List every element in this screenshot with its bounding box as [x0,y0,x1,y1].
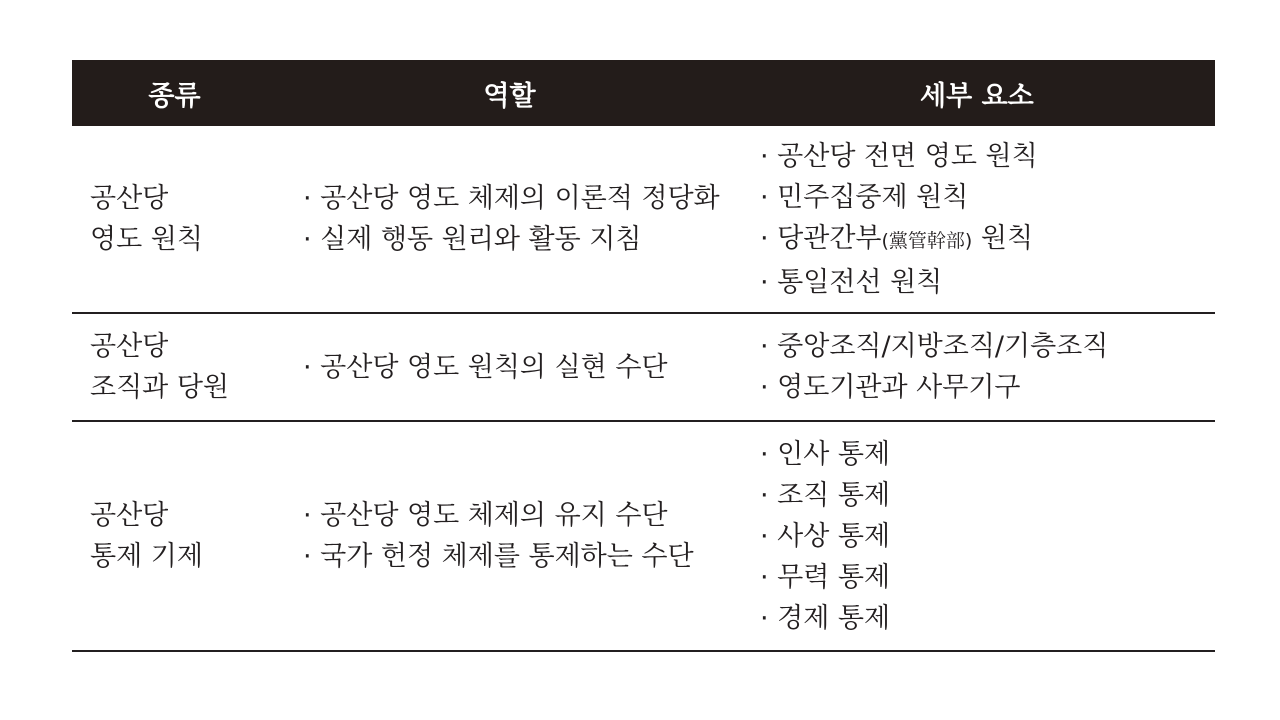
detail-line: · 인사 통제 [760,438,891,470]
header-role: 역할 [277,60,742,126]
header-kind: 종류 [72,60,277,126]
role-cell [277,126,742,313]
kind-line: 공산당 [90,500,169,531]
kind-line: 공산당 [90,183,169,214]
detail-line: · 통일전선 원칙 [760,266,943,298]
kind-line: 공산당 [90,331,169,362]
details-cell [742,421,1215,651]
role-line: · 국가 헌정 체제를 통제하는 수단 [303,541,694,572]
role-cell [277,313,742,421]
role-line: · 공산당 영도 원칙의 실현 수단 [303,351,668,383]
detail-line: · 무력 통제 [760,561,891,593]
role-line: · 공산당 영도 체제의 유지 수단 [303,500,668,531]
kind-cell [72,126,277,313]
detail-hanja: (黨管幹部) [881,229,973,252]
table-row [72,313,1215,421]
kind-line: 조직과 당원 [90,372,229,403]
table-row [72,421,1215,651]
role-line: · 공산당 영도 체제의 이론적 정당화 [303,183,720,214]
kind-cell [72,313,277,421]
details-cell [742,126,1215,313]
kind-cell [72,421,277,651]
role-cell [277,421,742,651]
party-leadership-table [72,60,1215,652]
header-details: 세부 요소 [742,60,1215,126]
detail-text: · 당관간부 [760,222,882,254]
header-row [72,60,1215,126]
detail-line: · 민주집중제 원칙 [760,181,969,213]
governance-table-container [72,60,1215,652]
table-header [72,60,1215,126]
role-line: · 실제 행동 원리와 활동 지침 [303,224,642,255]
detail-line: · 경제 통제 [760,602,891,634]
detail-line [760,218,1215,262]
detail-text: 원칙 [972,222,1034,254]
details-cell [742,313,1215,421]
detail-line: · 사상 통제 [760,520,891,552]
table-row [72,126,1215,313]
detail-line: · 조직 통제 [760,479,891,511]
detail-line: · 중앙조직/지방조직/기층조직 [760,331,1109,362]
detail-line: · 공산당 전면 영도 원칙 [760,140,1038,172]
detail-line: · 영도기관과 사무기구 [760,372,1021,403]
kind-line: 통제 기제 [90,541,203,572]
kind-line: 영도 원칙 [90,224,203,255]
table-body [72,126,1215,651]
